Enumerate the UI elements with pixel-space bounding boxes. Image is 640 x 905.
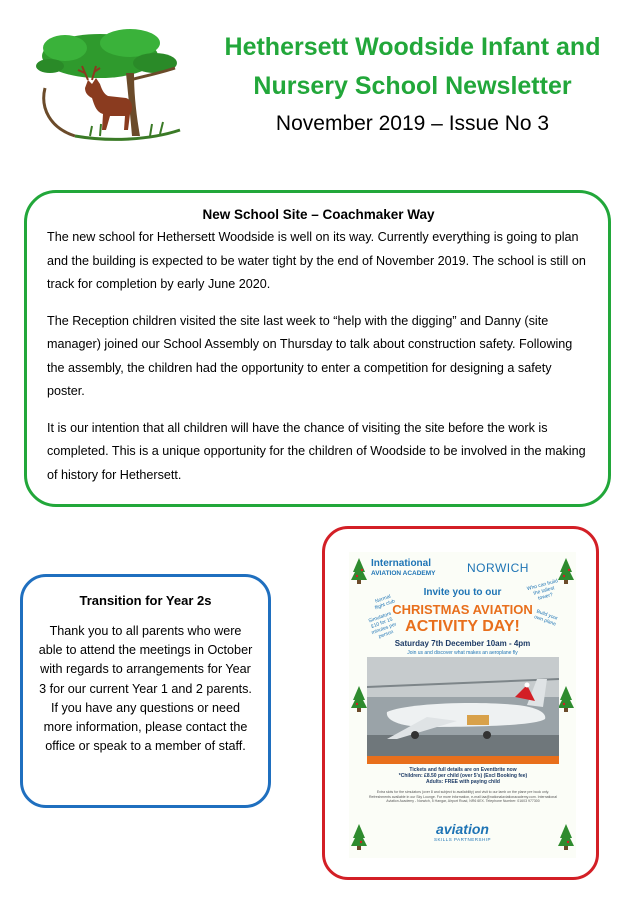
poster-side-note: Simulators £10 for 15 minutes per person: [367, 610, 398, 640]
poster-invite: Invite you to our: [423, 587, 502, 598]
poster-info-line: *Children: £8.50 per child (over 5's) (Excl Booking fee): [398, 773, 528, 779]
transition-body: Thank you to all parents who were able to attend the meetings in October with regards to arrangements for Year 3 for our current Year 1 and 2 parents. If you have any questions or need more information, please contact the office or speak to a member of staff.: [38, 624, 253, 754]
article-paragraph: The new school for Hethersett Woodside is well on its way. Currently everything is going to plan and the building is expected to be water tight by the end of November 2019. The school is still on track for completion by early June 2020.: [47, 230, 586, 291]
poster-side-note: Who can build the tallest tower?: [526, 578, 559, 602]
christmas-tree-border-right-icon: [558, 556, 574, 854]
aviation-skills-logo-sub: SKILLS PARTNERSHIP: [433, 837, 492, 842]
issue-line: November 2019 – Issue No 3: [275, 112, 550, 135]
article-paragraph: The Reception children visited the site last week to “help with the digging” and Danny (site manager) joined our School Assembly on Thursday to talk about construction safety. Following the assembly, the children had the opportunity to enter a competition for designing a safety poster.: [47, 313, 573, 398]
poster-city: NORWICH: [467, 561, 529, 575]
poster-info-line: Adults: FREE with paying child: [426, 779, 500, 785]
poster-join-line: Join us and discover what makes an aeroplane fly: [407, 650, 518, 656]
poster-side-note: Normal flight club: [374, 593, 396, 612]
aeroplane-hangar-photo: [367, 657, 559, 756]
aviation-poster-frame: [322, 526, 599, 880]
transition-heading: Transition for Year 2s: [79, 593, 212, 608]
school-logo: [30, 18, 190, 148]
school-site-article: [24, 190, 611, 507]
poster-orange-strip: [367, 756, 559, 764]
poster-headline-1: CHRISTMAS AVIATION: [392, 602, 533, 617]
newsletter-title-line2: Nursery School Newsletter: [253, 72, 572, 100]
poster-fine-print: Extra slots for the simulators (over 8 and subject to availability) and visit to our lamb on the plane pre book only. Refreshments available in our Sky Lounge. For more information, e-mail iaa@nationalaviationacademy.com. International Aviation Academy - Norwich, 5 Hangar, Airport Road, NR6 6EX. Telephone Number: 01603 977300: [369, 790, 557, 803]
poster-side-note: Build your own plane: [533, 608, 559, 628]
newsletter-title-block: [200, 28, 625, 140]
newsletter-title-line1: Hethersett Woodside Infant and: [224, 33, 601, 61]
poster-info-line: Tickets and full details are on Eventbrite now: [409, 767, 517, 773]
poster-brand: International: [371, 558, 432, 569]
school-site-heading: New School Site – Coachmaker Way: [202, 207, 435, 222]
poster-date: Saturday 7th December 10am - 4pm: [394, 639, 531, 648]
article-paragraph: It is our intention that all children will have the chance of visiting the site before the work is completed. This is a unique opportunity for the children of Woodside to be involved in the making of history for Hethersett.: [47, 420, 586, 482]
poster-info: [369, 767, 557, 785]
aviation-poster: [349, 552, 576, 858]
poster-brand-sub: AVIATION ACADEMY: [371, 570, 436, 577]
poster-headline-2: ACTIVITY DAY!: [405, 618, 520, 635]
christmas-tree-border-left-icon: [351, 556, 367, 854]
aviation-skills-logo: aviation: [436, 821, 489, 837]
transition-article: [20, 574, 271, 808]
